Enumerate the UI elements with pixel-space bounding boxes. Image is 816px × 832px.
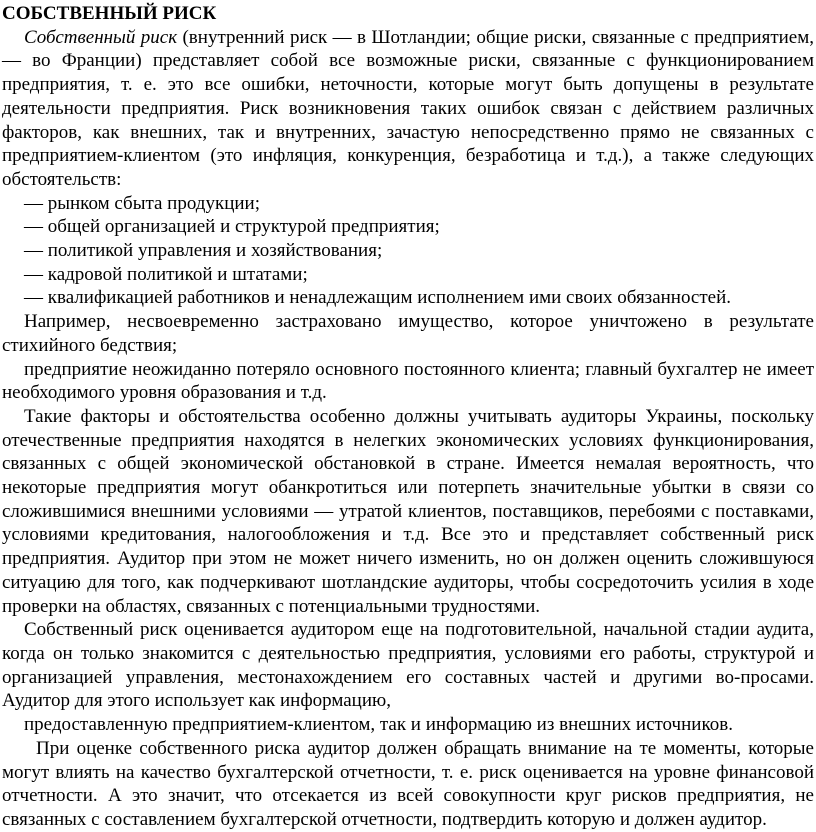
list-item: — квалификацией работников и ненадлежащим исполнением ими своих обязанностей. [24, 287, 732, 309]
assessment-paragraph: Собственный риск оценивается аудитором еще на подготовительной, начальной стадии аудита, когда он только знакомится с деятельностью предприятия, условиями его работы, структурой и организацией управления, местонахождением его составных частей и другими во-просами. Аудитор для этого использует как информацию, [2, 619, 814, 712]
list-item: — политикой управления и хозяйствования; [24, 240, 383, 262]
intro-term: Собственный риск [24, 26, 178, 48]
intro-paragraph [2, 26, 814, 192]
factors-paragraph: Такие факторы и обстоятельства особенно должны учитывать аудиторы Украины, поскольку отечественные предприятия находятся в нелегких экономических условиях функционирования, связанных с общей экономической обстановкой в стране. Имеется немалая вероятность, что некоторые предприятия могут обанкротиться или потерпеть значительные убытки в связи со сложившимися внешними условиями — утратой клиентов, поставщиков, перебоями с поставками, условиями кредитования, налогообложения и т.д. Все это и представляет собственный риск предприятия. Аудитор при этом не может ничего изменить, но он должен оценить сложившуюся ситуацию для того, как подчеркивают шотландские аудиторы, чтобы сосредоточить усилия в ходе проверки на областях, связанных с потенциальными трудностями. [2, 405, 814, 617]
list-item: — рынком сбыта продукции; [24, 192, 260, 214]
example-paragraph: Например, несвоевременно застраховано имущество, которое уничтожено в результате стихийного бедствия; [2, 311, 814, 356]
information-sources-paragraph: предоставленную предприятием-клиентом, так и информацию из внешних источников. [24, 714, 733, 736]
document-title: СОБСТВЕННЫЙ РИСК [2, 3, 217, 24]
intro-text: (внутренний риск — в Шотландии; общие риски, связанные с предприятием, — во Франции) представляет собой все возможные риски, связанные с функционированием предприятия, т. е. это все ошибки, неточности, которые могут быть допущены в результате деятельности предприятия. Риск возникновения таких ошибок связан с действием различных факторов, как внешних, так и внутренних, зачастую непосредственно прямо не связанных с предприятием-клиентом (это инфляция, конкуренция, безработица и т.д.), а также следующих обстоятельств: [2, 26, 814, 190]
list-item: — кадровой политикой и штатами; [24, 263, 308, 285]
list-item: — общей организацией и структурой предприятия; [24, 216, 440, 238]
example-continuation-paragraph: предприятие неожиданно потеряло основного постоянного клиента; главный бухгалтер не имеет необходимого уровня образования и т.д. [2, 358, 814, 404]
conclusion-paragraph: При оценке собственного риска аудитор должен обращать внимание на те моменты, которые могут влиять на качество бухгалтерской отчетности, т. е. риск оценивается на уровне финансовой отчетности. А это значит, что отсекается из всей совокупности круг рисков предприятия, не связанных с составлением бухгалтерской отчетности, подтвердить которую и должен аудитор. [2, 737, 814, 830]
